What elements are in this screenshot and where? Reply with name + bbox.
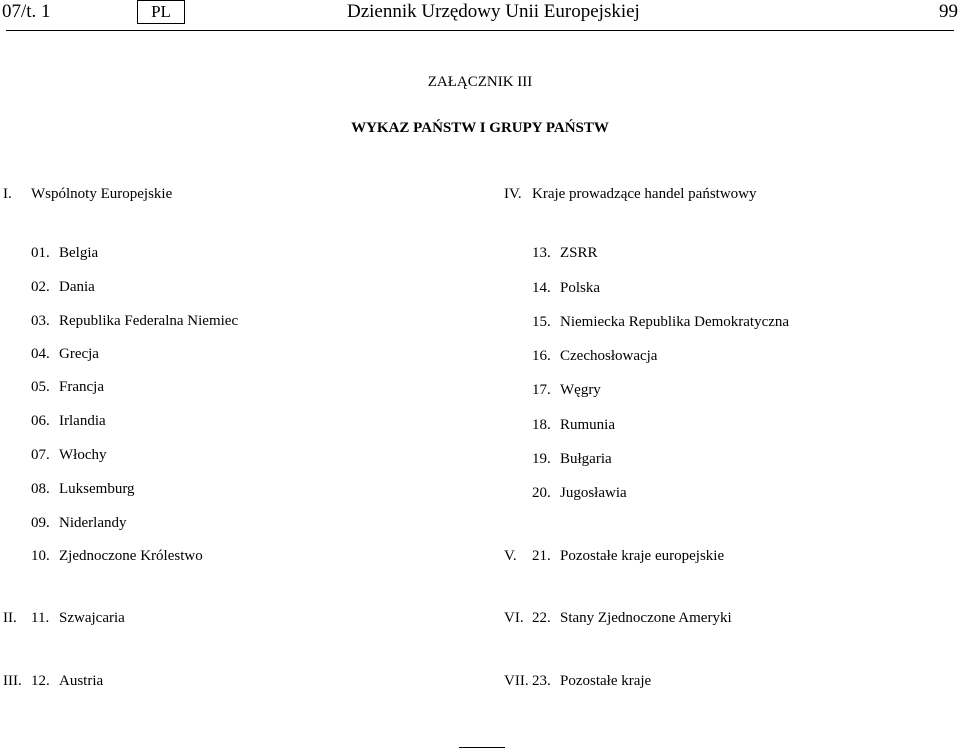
list-item-name: Polska — [560, 280, 601, 296]
list-item-name: Pozostałe kraje — [560, 673, 652, 689]
list-item-code: 16. — [532, 348, 551, 364]
page-reference: 07/t. 1 — [2, 1, 51, 22]
language-code-box: PL — [137, 0, 185, 24]
list-item-name: Szwajcaria — [59, 610, 125, 626]
list-item-code: 05. — [31, 379, 50, 395]
list-item-code: 11. — [31, 610, 50, 626]
list-item-code: 04. — [31, 346, 50, 362]
list-item-name: Stany Zjednoczone Ameryki — [560, 610, 732, 626]
list-item-code: 01. — [31, 245, 50, 261]
list-item-name: Irlandia — [59, 413, 106, 429]
header-rule — [6, 30, 954, 31]
list-item-name: Belgia — [59, 245, 99, 261]
list-item-name: Rumunia — [560, 417, 615, 433]
group-title: Kraje prowadzące handel państwowy — [532, 186, 757, 202]
group-number: III. — [3, 673, 22, 689]
group-number: IV. — [504, 186, 522, 202]
list-item-name: Niderlandy — [59, 515, 127, 531]
list-item-code: 10. — [31, 548, 50, 564]
list-item-code: 09. — [31, 515, 50, 531]
list-item-code: 18. — [532, 417, 551, 433]
list-item-name: ZSRR — [560, 245, 598, 261]
list-item-code: 08. — [31, 481, 50, 497]
list-item-code: 06. — [31, 413, 50, 429]
list-item-name: Luksemburg — [59, 481, 135, 497]
page-number: 99 — [939, 1, 958, 22]
footer-rule — [459, 747, 505, 748]
list-item-name: Pozostałe kraje europejskie — [560, 548, 725, 564]
journal-title: Dziennik Urzędowy Unii Europejskiej — [347, 1, 640, 22]
list-item-code: 17. — [532, 382, 551, 398]
list-item-code: 19. — [532, 451, 551, 467]
list-item-code: 03. — [31, 313, 50, 329]
group-number: I. — [3, 186, 12, 202]
list-item-code: 21. — [532, 548, 551, 564]
list-item-name: Jugosławia — [560, 485, 627, 501]
list-item-code: 07. — [31, 447, 50, 463]
document-title: WYKAZ PAŃSTW I GRUPY PAŃSTW — [351, 120, 609, 136]
list-item-name: Austria — [59, 673, 104, 689]
list-item-name: Włochy — [59, 447, 107, 463]
list-item-name: Bułgaria — [560, 451, 612, 467]
list-item-name: Francja — [59, 379, 104, 395]
list-item-name: Dania — [59, 279, 95, 295]
list-item-code: 12. — [31, 673, 50, 689]
list-item-code: 22. — [532, 610, 551, 626]
list-item-code: 02. — [31, 279, 50, 295]
annex-heading: ZAŁĄCZNIK III — [427, 74, 533, 90]
group-number: VI. — [504, 610, 524, 626]
list-item-code: 13. — [532, 245, 551, 261]
group-number: V. — [504, 548, 517, 564]
list-item-code: 14. — [532, 280, 551, 296]
list-item-name: Republika Federalna Niemiec — [59, 313, 239, 329]
group-title: Wspólnoty Europejskie — [31, 186, 173, 202]
group-number: VII. — [504, 673, 529, 689]
list-item-name: Grecja — [59, 346, 99, 362]
list-item-code: 15. — [532, 314, 551, 330]
list-item-name: Węgry — [560, 382, 601, 398]
group-number: II. — [3, 610, 17, 626]
list-item-name: Niemiecka Republika Demokratyczna — [560, 314, 790, 330]
list-item-name: Czechosłowacja — [560, 348, 658, 364]
list-item-name: Zjednoczone Królestwo — [59, 548, 203, 564]
list-item-code: 20. — [532, 485, 551, 501]
list-item-code: 23. — [532, 673, 551, 689]
